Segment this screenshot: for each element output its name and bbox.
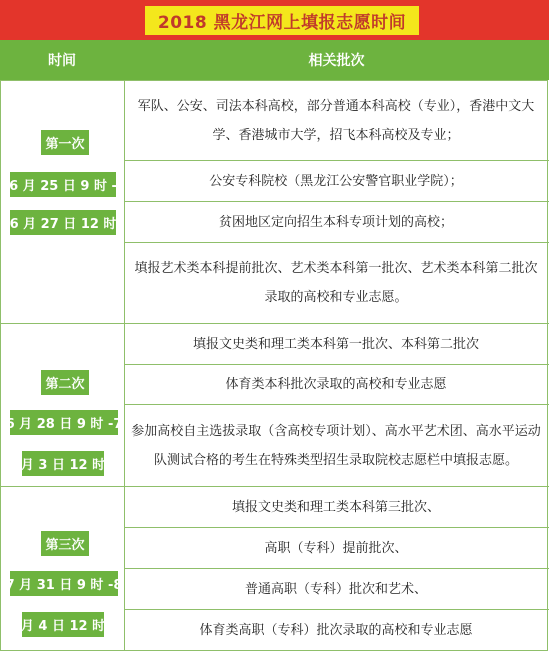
batch-cell: 体育类本科批次录取的高校和专业志愿 — [225, 377, 447, 392]
time-start: 7 月 31 日 9 时 -8 — [10, 571, 118, 596]
round-label: 第一次 — [41, 130, 89, 155]
round-label: 第二次 — [41, 370, 89, 395]
header-time: 时间 — [48, 53, 76, 69]
batch-cell: 高职（专科）提前批次、 — [264, 540, 408, 556]
batch-cell: 参加高校自主选拔录取（含高校专项计划）、高水平艺术团、高水平运动队测试合格的考生在特殊类型招生录取院校志愿栏中填报志愿。 — [131, 423, 541, 468]
batch-cell: 公安专科院校（黑龙江公安警官职业学院）； — [209, 173, 463, 189]
batch-cell: 贫困地区定向招生本科专项计划的高校； — [218, 214, 453, 230]
batch-cell: 填报文史类和理工类本科第一批次、本科第二批次 — [192, 336, 479, 352]
header-batch: 相关批次 — [308, 53, 365, 69]
batch-cell: 普通高职（专科）批次和艺术、 — [244, 581, 427, 597]
batch-cell: 填报文史类和理工类本科第三批次、 — [231, 499, 440, 515]
batch-cell: 军队、公安、司法本科高校，部分普通本科高校（专业），香港中文大学、香港城市大学，招飞本科高校及专业； — [137, 98, 535, 143]
table-header — [0, 40, 549, 80]
time-start: 6 月 28 日 9 时 -7 — [10, 410, 118, 435]
page-title: 2018 黑龙江网上填报志愿时间 — [145, 6, 419, 35]
round-label: 第三次 — [41, 531, 89, 556]
time-end: 月 3 日 12 时 — [22, 451, 104, 476]
batch-cell: 体育类高职（专科）批次录取的高校和专业志愿 — [199, 622, 473, 638]
time-end: 6 月 27 日 12 时 — [10, 210, 116, 235]
time-end: 月 4 日 12 时 — [22, 612, 104, 637]
time-start: 6 月 25 日 9 时 - — [10, 172, 116, 197]
title-bar — [0, 0, 549, 40]
batch-cell: 填报艺术类本科提前批次、艺术类本科第一批次、艺术类本科第二批次录取的高校和专业志愿。 — [134, 261, 538, 305]
